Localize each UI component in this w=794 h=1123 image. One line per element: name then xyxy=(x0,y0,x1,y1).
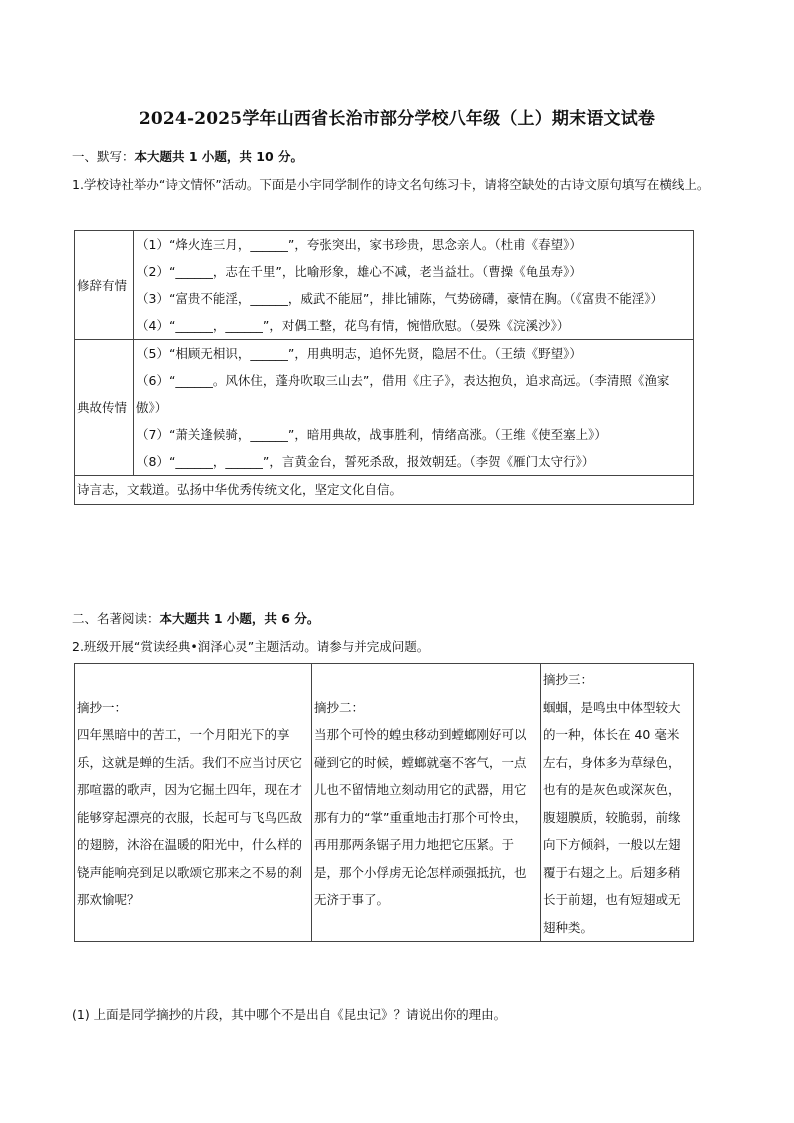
excerpt-3 xyxy=(541,664,694,942)
section-2-prefix: 二、名著阅读： xyxy=(72,611,160,626)
excerpt-1-label: 摘抄一： xyxy=(77,699,128,715)
blank-line-5: （5）“相顾无相识，______”，用典明志，追怀先贤，隐居不仕。（王绩《野望》） xyxy=(136,346,582,361)
table-row xyxy=(75,340,694,476)
poetry-practice-table xyxy=(74,230,694,505)
category-rhetoric: 修辞有情 xyxy=(75,231,134,340)
table-row xyxy=(75,231,694,340)
section-1-heading xyxy=(72,147,303,165)
excerpt-2 xyxy=(312,664,541,942)
rhetoric-lines xyxy=(134,231,694,340)
page-title: 2024-2025学年山西省长治市部分学校八年级（上）期末语文试卷 xyxy=(138,109,656,129)
blank-line-7: （7）“萧关逢候骑，______”，暗用典故，战事胜利，情绪高涨。（王维《使至塞上》） xyxy=(136,427,607,442)
blank-line-3: （3）“富贵不能淫，______，威武不能屈”，排比铺陈，气势磅礴，豪情在胸。（《富贵不能淫》） xyxy=(136,291,664,306)
question-2-prompt: 2.班级开展“赏读经典•润泽心灵”主题活动。请参与并完成问题。 xyxy=(72,639,430,654)
question-2-sub-1: (1) 上面是同学摘抄的片段，其中哪个不是出自《昆虫记》？请说出你的理由。 xyxy=(72,1007,507,1022)
excerpt-1 xyxy=(75,664,312,942)
section-2-info: 本大题共 1 小题，共 6 分。 xyxy=(159,611,320,626)
excerpt-2-label: 摘抄二： xyxy=(314,699,365,715)
allusion-lines xyxy=(134,340,694,476)
table-footer-note: 诗言志，文载道。弘扬中华优秀传统文化，坚定文化自信。 xyxy=(75,476,694,505)
section-1-info: 本大题共 1 小题，共 10 分。 xyxy=(134,149,304,164)
blank-line-2: （2）“______，志在千里”，比喻形象，雄心不减，老当益壮。（曹操《龟虽寿》） xyxy=(136,264,582,279)
section-2-heading xyxy=(72,609,319,627)
blank-line-1: （1）“烽火连三月，______”，夸张突出，家书珍贵，思念亲人。（杜甫《春望》） xyxy=(136,237,582,252)
table-row xyxy=(75,476,694,505)
excerpt-3-label: 摘抄三： xyxy=(543,672,594,687)
blank-line-8: （8）“______，______”，言黄金台，誓死杀敌，报效朝廷。（李贺《雁门太守行》） xyxy=(136,454,595,469)
blank-line-6: （6）“______。风休住，蓬舟吹取三山去”，借用《庄子》，表达抱负，追求高远。（李清照《渔家傲》） xyxy=(136,373,670,415)
excerpt-2-body: 当那个可怜的蝗虫移动到螳螂刚好可以碰到它的时候，螳螂就毫不客气，一点儿也不留情地立刻动用它的武器，用它那有力的“掌”重重地击打那个可怜虫，再用那两条锯子用力地把它压紧。于是，那个小俘虏无论怎样顽强抵抗，也无济于事了。 xyxy=(314,727,527,907)
blank-line-4: （4）“______，______”，对偶工整，花鸟有情，惋惜欣慰。（晏殊《浣溪沙》） xyxy=(136,318,570,333)
section-1-prefix: 一、默写： xyxy=(72,149,135,164)
excerpt-3-body: 蝈蝈，是鸣虫中体型较大的一种，体长在 40 毫米左右，身体多为草绿色，也有的是灰色或深灰色，腹翅膜质，较脆弱，前缘向下方倾斜，一般以左翅覆于右翅之上。后翅多稍长于前翅，也有短翅或无翅种类。 xyxy=(543,699,681,935)
category-allusion: 典故传情 xyxy=(75,340,134,476)
excerpt-1-body: 四年黑暗中的苦工，一个月阳光下的享乐，这就是蝉的生活。我们不应当讨厌它那喧嚣的歌声，因为它掘土四年，现在才能够穿起漂亮的衣服，长起可与飞鸟匹敌的翅膀，沐浴在温暖的阳光中，什么样的铙声能响亮到足以歌颂它那来之不易的刹那欢愉呢？ xyxy=(77,727,303,907)
question-1-prompt: 1.学校诗社举办“诗文情怀”活动。下面是小宇同学制作的诗文名句练习卡，请将空缺处的古诗文原句填写在横线上。 xyxy=(72,177,710,192)
excerpt-table xyxy=(74,663,694,942)
table-row xyxy=(75,664,694,942)
